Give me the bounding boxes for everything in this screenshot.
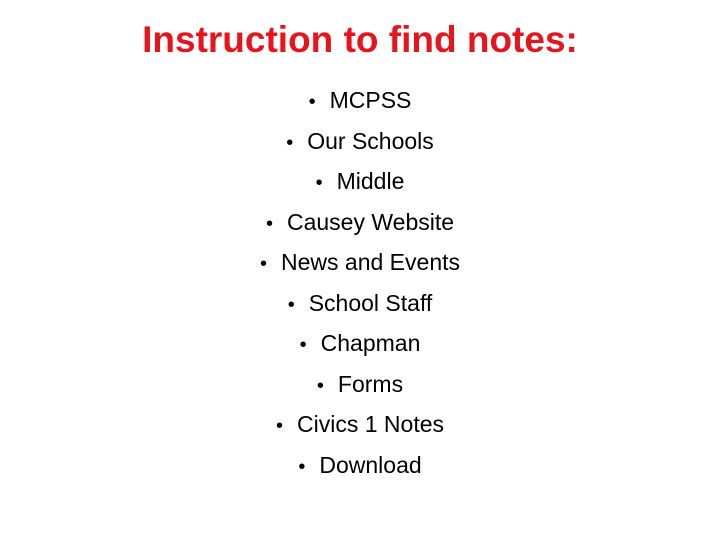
list-item-label: Download [319,451,422,478]
bullet-icon: • [276,415,284,437]
instruction-list [0,80,720,485]
list-item-label: Chapman [320,330,421,356]
list-item [0,445,720,486]
bullet-icon: • [265,212,273,235]
bullet-icon: • [286,131,294,154]
bullet-icon: • [298,455,306,478]
list-item [0,364,720,405]
bullet-icon: • [287,293,295,316]
bullet-icon: • [315,172,323,194]
list-item [0,80,720,121]
slide-title: Instruction to find notes: [142,19,578,60]
list-item [0,161,720,202]
list-item-label: Our Schools [307,127,434,154]
bullet-icon: • [316,374,324,397]
list-item-label: Civics 1 Notes [297,411,444,437]
list-item-label: School Staff [308,289,433,316]
bullet-icon: • [299,334,307,356]
list-item [0,242,720,283]
list-item-label: MCPSS [329,87,412,113]
list-item [0,404,720,445]
list-item [0,202,720,243]
list-item [0,283,720,324]
list-item-label: Middle [336,168,405,194]
list-item [0,323,720,364]
bullet-icon: • [308,91,316,113]
list-item [0,121,720,162]
bullet-icon: • [260,253,268,275]
list-item-label: Forms [337,370,404,397]
list-item-label: Causey Website [286,208,455,235]
list-item-label: News and Events [281,249,460,275]
